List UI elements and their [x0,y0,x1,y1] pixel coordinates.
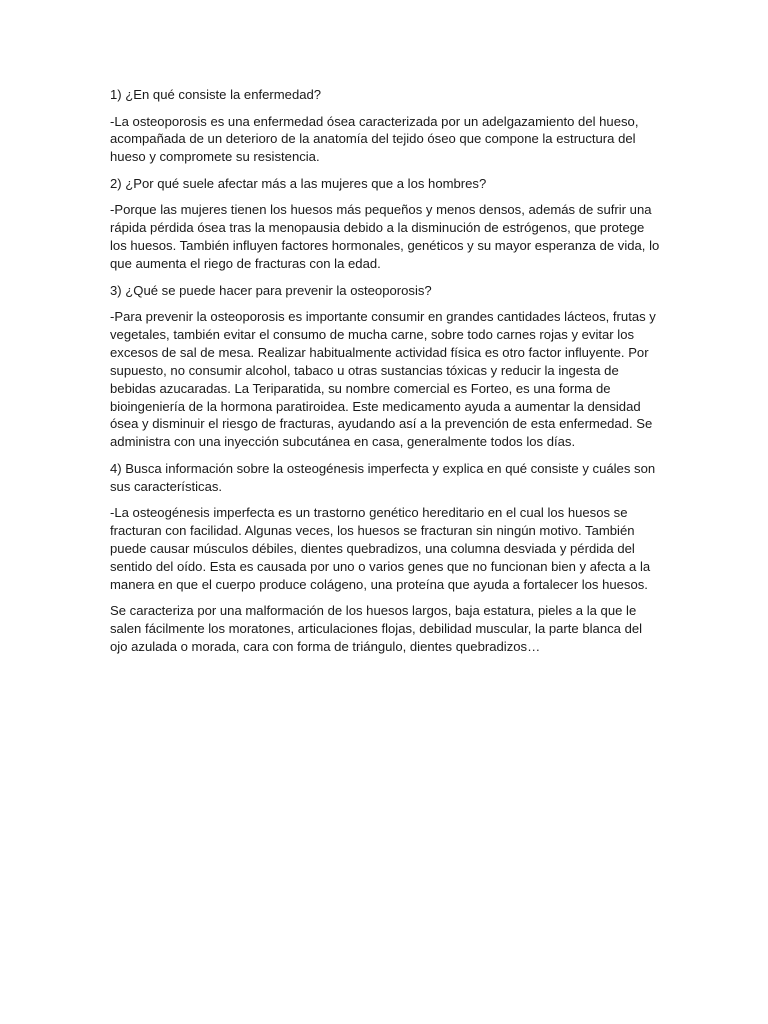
document-body [110,86,660,665]
question-3: 3) ¿Qué se puede hacer para prevenir la osteoporosis? [110,282,432,298]
question-4: 4) Busca información sobre la osteogénesis imperfecta y explica en qué consiste y cuáles son sus características. [110,460,656,494]
answer-1: -La osteoporosis es una enfermedad ósea caracterizada por un adelgazamiento del hueso, acompañada de un deterioro de la anatomía del tejido óseo que compone la estructura del hueso y compromete su resistencia. [110,113,639,165]
answer-3: -Para prevenir la osteoporosis es importante consumir en grandes cantidades lácteos, frutas y vegetales, también evitar el consumo de mucha carne, sobre todo carnes rojas y evitar los excesos de sal de mesa. Realizar habitualmente actividad física es otro factor influyente. Por supuesto, no consumir alcohol, tabaco u otras sustancias tóxicas y reducir la ingesta de bebidas azucaradas. La Teriparatida, su nombre comercial es Forteo, es una forma de bioingeniería de la hormona paratiroidea. Este medicamento ayuda a aumentar la densidad ósea y disminuir el riesgo de fracturas, ayudando así a la prevención de esta enfermedad. Se administra con una inyección subcutánea en casa, generalmente todos los días. [110,309,656,450]
question-1: 1) ¿En qué consiste la enfermedad? [110,87,322,102]
answer-2: -Porque las mujeres tienen los huesos más pequeños y menos densos, además de sufrir una rápida pérdida ósea tras la menopausia debido a la disminución de estrógenos, que protege los huesos. También influyen factores hormonales, genéticos y su mayor esperanza de vida, lo que aumenta el riego de fracturas con la edad. [110,202,660,272]
question-2: 2) ¿Por qué suele afectar más a las mujeres que a los hombres? [110,175,487,191]
answer-4: -La osteogénesis imperfecta es un trastorno genético hereditario en el cual los huesos se fracturan con facilidad. Algunas veces, los huesos se fracturan sin ningún motivo. También puede causar músculos débiles, dientes quebradizos, una columna desviada y pérdida del sentido del oído. Esta es causada por uno o varios genes que no funcionan bien y afecta a la manera en que el cuerpo produce colágeno, una proteína que ayuda a fortalecer los huesos. [110,505,651,592]
answer-4-characteristics: Se caracteriza por una malformación de los huesos largos, baja estatura, pieles a la que le salen fácilmente los moratones, articulaciones flojas, debilidad muscular, la parte blanca del ojo azulada o morada, cara con forma de triángulo, dientes quebradizos… [110,603,643,655]
